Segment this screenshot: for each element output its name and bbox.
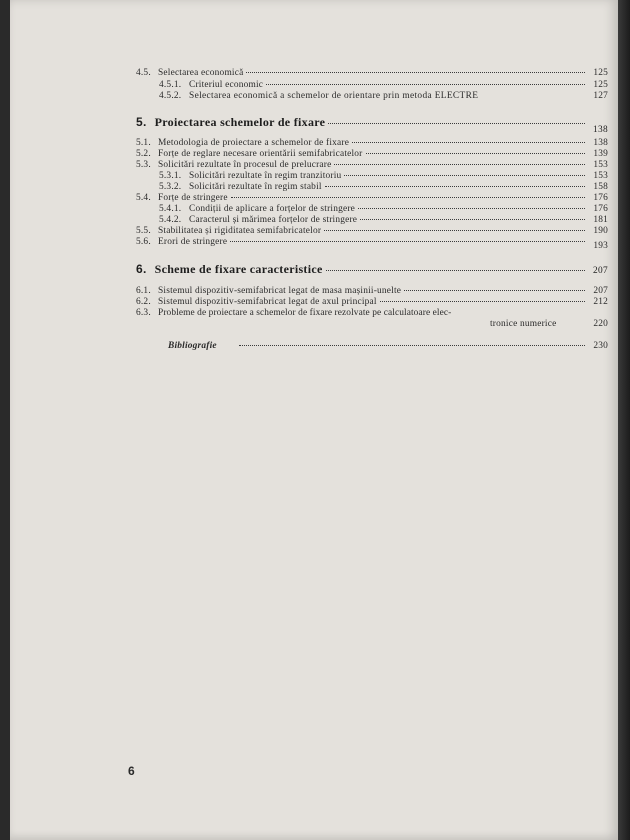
toc-title: Solicitări rezultate în regim tranzitoriu xyxy=(189,171,342,181)
toc-title: Forțe de reglare necesare orientării semifabricatelor xyxy=(158,149,363,159)
toc-chapter-row xyxy=(136,262,608,277)
toc-page: 181 xyxy=(593,215,608,225)
toc-chapter-row xyxy=(136,115,608,135)
toc-number: 6.2. xyxy=(136,297,151,307)
toc-title: Stabilitatea și rigiditatea semifabricatelor xyxy=(158,226,322,236)
toc-number: 5.4.1. xyxy=(159,204,182,214)
toc-title: Solicitări rezultate în regim stabil xyxy=(189,182,322,192)
toc-chapter-number: 5. xyxy=(136,115,147,129)
toc-page: 125 xyxy=(593,68,608,78)
toc-page: 190 xyxy=(593,226,608,236)
toc-page: 127 xyxy=(593,91,608,101)
toc-row xyxy=(136,138,608,148)
toc-number: 5.4. xyxy=(136,193,151,203)
toc-title: Selectarea economică a schemelor de orientare prin metoda ELECTRE xyxy=(189,91,479,101)
toc-number: 5.6. xyxy=(136,237,151,247)
page-number: 6 xyxy=(128,764,135,778)
toc-page: 207 xyxy=(593,286,608,296)
toc-number: 4.5.2. xyxy=(159,91,182,101)
toc-row xyxy=(136,149,608,159)
toc-number: 5.4.2. xyxy=(159,215,182,225)
toc-number: 6.3. xyxy=(136,308,151,318)
toc-number: 5.1. xyxy=(136,138,151,148)
toc-page: 139 xyxy=(593,149,608,159)
toc-row xyxy=(159,182,608,192)
toc-row xyxy=(159,80,608,90)
toc-title: Probleme de proiectare a schemelor de fixare rezolvate pe calculatoare elec- xyxy=(158,308,452,318)
toc-row xyxy=(159,171,608,181)
toc-row xyxy=(159,91,608,101)
toc-page: 153 xyxy=(593,160,608,170)
toc-number: 5.2. xyxy=(136,149,151,159)
toc-title: tronice numerice xyxy=(490,319,557,329)
toc-number: 5.3. xyxy=(136,160,151,170)
toc-title: Forțe de stringere xyxy=(158,193,228,203)
toc-row xyxy=(136,286,608,296)
toc-title: Metodologia de proiectare a schemelor de fixare xyxy=(158,138,350,148)
toc-title: Criteriul economic xyxy=(189,80,264,90)
toc-row xyxy=(490,319,608,329)
toc-chapter-title: Proiectarea schemelor de fixare xyxy=(154,115,326,129)
toc-page: 125 xyxy=(593,80,608,90)
toc-row xyxy=(159,215,608,225)
toc-page: 176 xyxy=(593,193,608,203)
toc-page: 176 xyxy=(593,204,608,214)
toc-row xyxy=(136,160,608,170)
toc-row xyxy=(136,68,608,78)
toc-title: Selectarea economică xyxy=(158,68,244,78)
toc-title: Erori de stringere xyxy=(158,237,228,247)
toc-number: 4.5.1. xyxy=(159,80,182,90)
book-page xyxy=(10,0,618,840)
toc-page: 138 xyxy=(593,138,608,148)
toc-page: 230 xyxy=(593,341,608,351)
toc-row xyxy=(159,204,608,214)
toc-number: 6.1. xyxy=(136,286,151,296)
toc-title: Sistemul dispozitiv-semifabricat legat de axul principal xyxy=(158,297,377,307)
toc-row xyxy=(136,297,608,307)
toc-page: 220 xyxy=(593,319,608,329)
toc-page: 207 xyxy=(593,266,608,276)
toc-row xyxy=(136,308,576,318)
toc-chapter-title: Scheme de fixare caracteristice xyxy=(154,262,323,276)
toc-page: 212 xyxy=(593,297,608,307)
toc-number: 5.3.2. xyxy=(159,182,182,192)
toc-row xyxy=(168,341,608,351)
toc-number: 5.3.1. xyxy=(159,171,182,181)
toc-page: 193 xyxy=(593,241,608,251)
toc-title: Sistemul dispozitiv-semifabricat legat de masa mașinii-unelte xyxy=(158,286,402,296)
toc-number: 4.5. xyxy=(136,68,151,78)
toc-bibliography: Bibliografie xyxy=(168,341,217,351)
toc-title: Caracterul și mărimea forțelor de stringere xyxy=(189,215,358,225)
toc-chapter-number: 6. xyxy=(136,262,147,276)
book-spine-edge xyxy=(618,0,630,840)
toc-row xyxy=(136,193,608,203)
toc-page: 153 xyxy=(593,171,608,181)
toc-page: 138 xyxy=(593,125,608,135)
toc-row xyxy=(136,226,608,236)
toc-title: Solicitări rezultate în procesul de prelucrare xyxy=(158,160,332,170)
toc-page: 158 xyxy=(593,182,608,192)
toc-number: 5.5. xyxy=(136,226,151,236)
toc-title: Condiții de aplicare a forțelor de stringere xyxy=(189,204,356,214)
toc-row xyxy=(136,237,608,251)
